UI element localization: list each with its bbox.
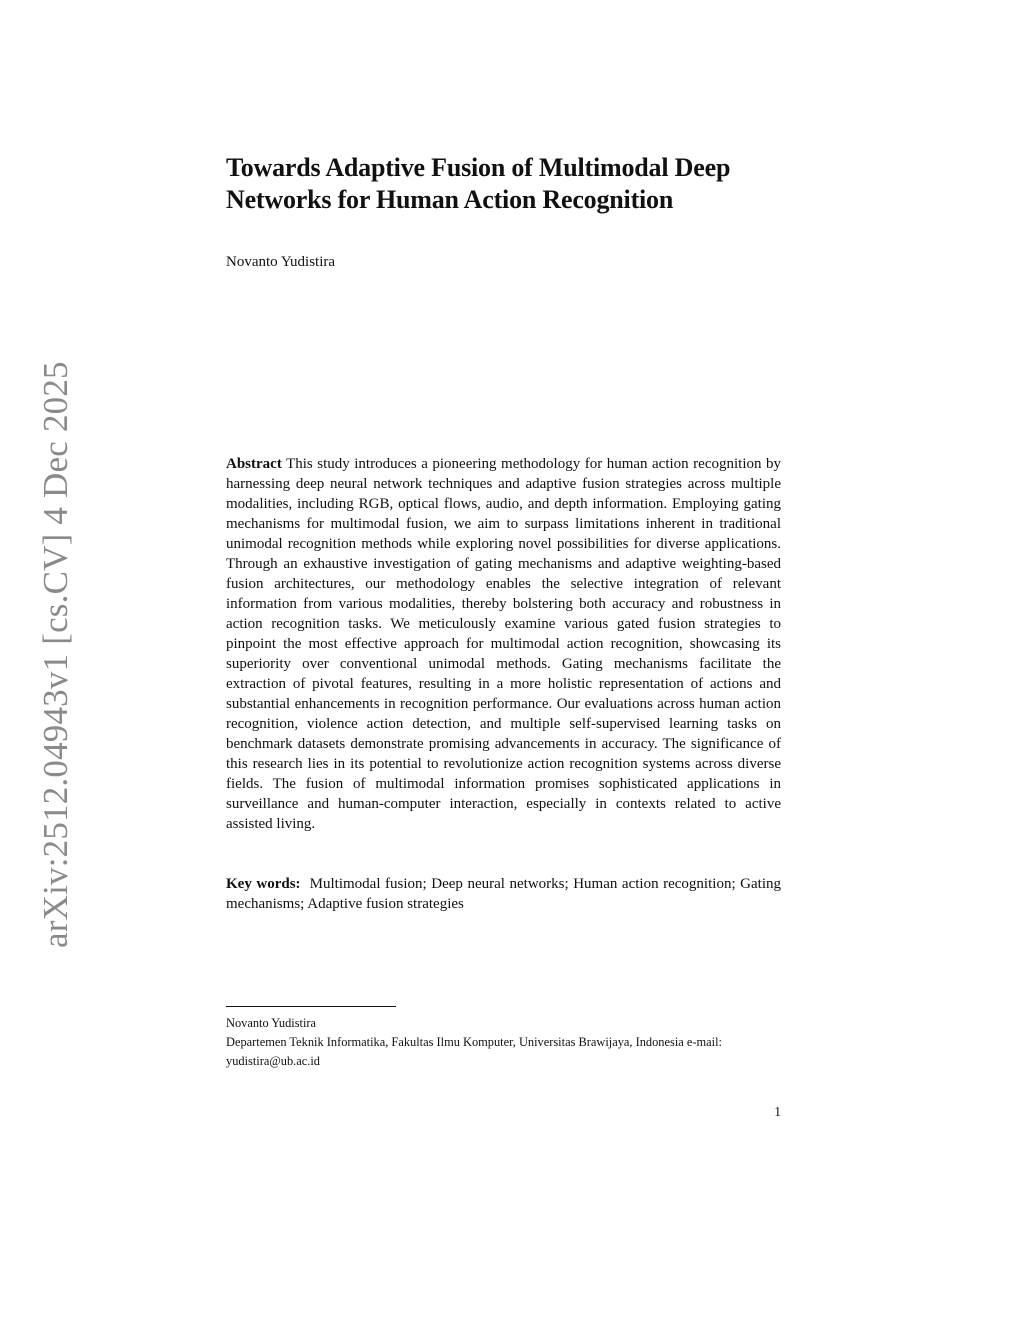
- paper-title-line-2: Networks for Human Action Recognition: [226, 185, 674, 214]
- arxiv-identifier-stamp: arXiv:2512.04943v1 [cs.CV] 4 Dec 2025: [36, 361, 75, 948]
- footnote-affiliation: Departemen Teknik Informatika, Fakultas Ilmu Komputer, Universitas Brawijaya, Indonesia e-mail:: [226, 1035, 722, 1049]
- keywords-paragraph: [226, 874, 781, 914]
- abstract-text: This study introduces a pioneering methodology for human action recognition by harnessing deep neural network techniques and adaptive fusion strategies across multiple modalities, including RGB, optical flows, audio, and depth information. Employing gating mechanisms for multimodal fusion, we aim to surpass limitations inherent in traditional unimodal recognition methods while exploring novel possibilities for diverse applications. Through an exhaustive investigation of gating mechanisms and adaptive weighting-based fusion architectures, our methodology enables the selective integration of relevant information from various modalities, thereby bolstering both accuracy and robustness in action recognition tasks. We meticulously examine various gated fusion strategies to pinpoint the most effective approach for multimodal action recognition, showcasing its superiority over conventional unimodal methods. Gating mechanisms facilitate the extraction of pivotal features, resulting in a more holistic representation of actions and substantial enhancements in recognition performance. Our evaluations across human action recognition, violence action detection, and multiple self-supervised learning tasks on benchmark datasets demonstrate promising advancements in accuracy. The significance of this research lies in its potential to revolutionize action recognition systems across diverse fields. The fusion of multimodal information promises sophisticated applications in surveillance and human-computer interaction, especially in contexts related to active assisted living.: [226, 456, 781, 832]
- footnote-divider: [226, 1006, 396, 1007]
- page-number: 1: [774, 1104, 781, 1119]
- paper-title: [226, 152, 786, 216]
- footnote-author-name: Novanto Yudistira: [226, 1016, 317, 1030]
- abstract-paragraph: [226, 454, 781, 834]
- author-footnote: [226, 1014, 781, 1071]
- author-name: Novanto Yudistira: [226, 254, 336, 270]
- keywords-text: Multimodal fusion; Deep neural networks; Human action recognition; Gating mechanisms; Adaptive fusion strategies: [226, 876, 781, 912]
- keywords-label: Key words:: [226, 876, 301, 892]
- abstract-label: Abstract: [226, 456, 282, 472]
- footnote-email: yudistira@ub.ac.id: [226, 1054, 320, 1068]
- paper-title-line-1: Towards Adaptive Fusion of Multimodal Deep: [226, 153, 731, 182]
